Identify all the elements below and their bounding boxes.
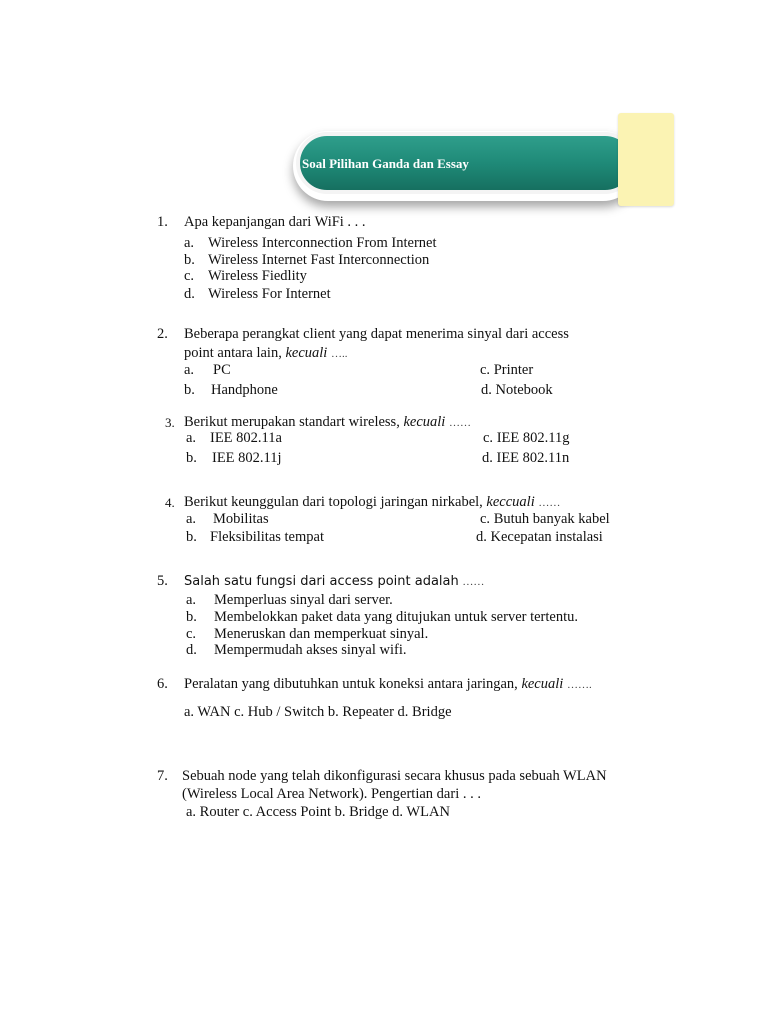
q4-option-b-letter: b. <box>186 529 197 545</box>
q3-option-a: IEE 802.11a <box>210 430 282 446</box>
q1-option-d: Wireless For Internet <box>208 286 331 302</box>
q3-option-d: d. IEE 802.11n <box>482 450 570 466</box>
q2-option-a: PC <box>213 362 231 378</box>
question-7-number: 7. <box>157 768 168 784</box>
q5-option-a-letter: a. <box>186 592 197 608</box>
q5-option-d: Mempermudah akses sinyal wifi. <box>214 642 407 658</box>
q7-answer-options: a. Router c. Access Point b. Bridge d. WLAN <box>186 804 450 820</box>
question-1-number: 1. <box>157 214 168 230</box>
q1-option-d-letter: d. <box>184 286 195 302</box>
q4-option-a: Mobilitas <box>213 511 269 527</box>
q2-option-c: c. Printer <box>480 362 534 378</box>
q1-option-a-letter: a. <box>184 235 195 251</box>
question-6-text: Peralatan yang dibutuhkan untuk koneksi antara jaringan, kecuali ……. <box>184 676 592 692</box>
q4-option-b: Fleksibilitas tempat <box>210 529 324 545</box>
q2-option-b-letter: b. <box>184 382 195 398</box>
q5-option-d-letter: d. <box>186 642 197 658</box>
q6-emphasis: kecuali <box>521 676 564 692</box>
q5-option-c-letter: c. <box>186 626 197 642</box>
yellow-tab-decoration <box>618 113 674 206</box>
q5-option-b: Membelokkan paket data yang ditujukan untuk server tertentu. <box>214 609 579 625</box>
q5-option-c: Meneruskan dan memperkuat sinyal. <box>214 626 429 642</box>
q3-emphasis: kecuali <box>403 414 446 430</box>
question-2-number: 2. <box>157 326 168 342</box>
q2-option-b: Handphone <box>211 382 278 398</box>
q2-option-a-letter: a. <box>184 362 195 378</box>
q3-option-b: IEE 802.11j <box>212 450 282 466</box>
q3-option-c: c. IEE 802.11g <box>483 430 570 446</box>
q2-option-d: d. Notebook <box>481 382 553 398</box>
q1-option-c-letter: c. <box>184 268 195 284</box>
question-5-text: Salah satu fungsi dari access point adalah …… <box>184 574 485 589</box>
q4-option-a-letter: a. <box>186 511 197 527</box>
q3-option-b-letter: b. <box>186 450 197 466</box>
q5-option-b-letter: b. <box>186 609 197 625</box>
q6-answer-options: a. WAN c. Hub / Switch b. Repeater d. Bridge <box>184 704 452 720</box>
page-title: Soal Pilihan Ganda dan Essay <box>302 156 469 171</box>
question-3-number: 3. <box>165 415 175 430</box>
q2-emphasis: kecuali <box>285 345 328 361</box>
q5-option-a: Memperluas sinyal dari server. <box>214 592 393 608</box>
q4-option-c: c. Butuh banyak kabel <box>480 511 610 527</box>
q1-option-a: Wireless Interconnection From Internet <box>208 235 437 251</box>
question-5-number: 5. <box>157 573 168 589</box>
q3-option-a-letter: a. <box>186 430 197 446</box>
question-1-text: Apa kepanjangan dari WiFi . . . <box>184 214 366 230</box>
q1-option-b-letter: b. <box>184 252 195 268</box>
q4-emphasis: keccuali <box>486 494 535 510</box>
question-4-number: 4. <box>165 495 175 510</box>
question-3-text: Berikut merupakan standart wireless, kecuali …… <box>184 414 471 430</box>
question-6-number: 6. <box>157 676 168 692</box>
q1-option-b: Wireless Internet Fast Interconnection <box>208 252 430 268</box>
question-4-text: Berikut keunggulan dari topologi jaringan nirkabel, keccuali …… <box>184 494 561 510</box>
q1-option-c: Wireless Fiedlity <box>208 268 307 284</box>
question-7-text-line2: (Wireless Local Area Network). Pengertian dari . . . <box>182 786 481 802</box>
question-2-text-line2: point antara lain, kecuali ….. <box>184 345 348 361</box>
q4-option-d: d. Kecepatan instalasi <box>476 529 603 545</box>
question-7-text-line1: Sebuah node yang telah dikonfigurasi secara khusus pada sebuah WLAN <box>182 768 607 784</box>
question-2-text-line1: Beberapa perangkat client yang dapat menerima sinyal dari access <box>184 326 569 342</box>
